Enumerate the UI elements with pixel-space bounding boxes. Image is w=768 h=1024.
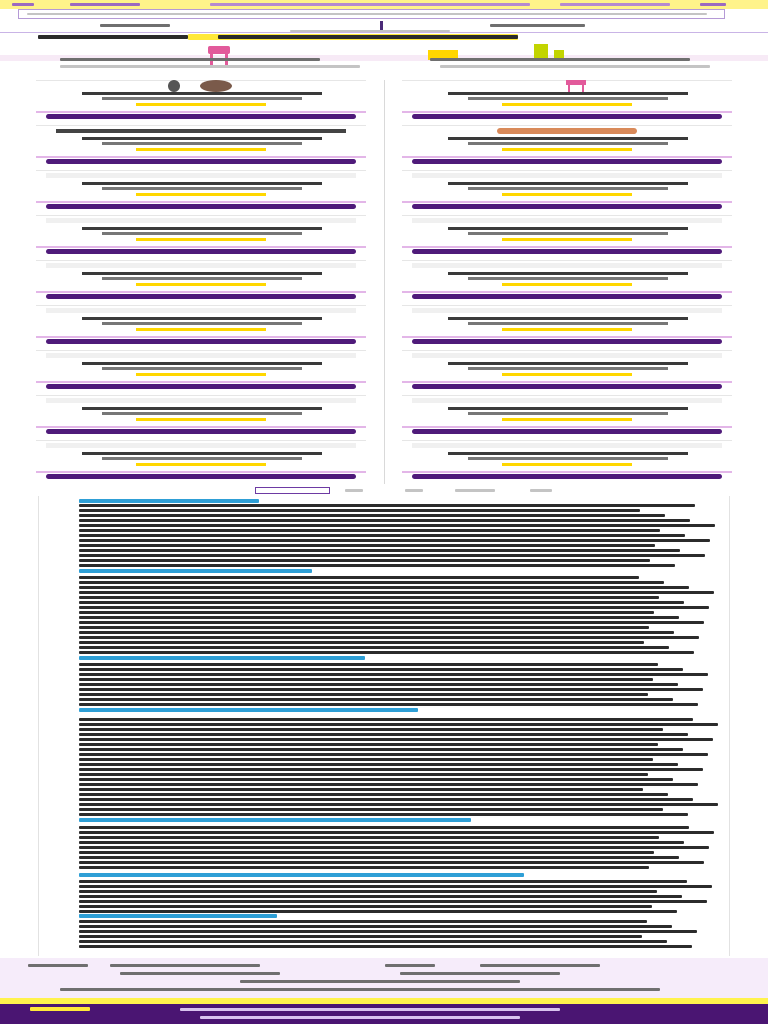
search-box[interactable] <box>18 9 725 19</box>
card-divider <box>402 350 732 351</box>
product-name[interactable] <box>448 137 688 140</box>
card-divider <box>402 215 732 216</box>
product-subtitle <box>468 322 668 325</box>
product-subtitle <box>468 367 668 370</box>
card-divider <box>36 305 366 306</box>
article-text-line <box>79 683 678 686</box>
card-image-placeholder <box>46 443 356 448</box>
article-text-line <box>79 940 667 943</box>
card-accent-line <box>402 111 732 113</box>
add-to-cart-button[interactable] <box>46 384 356 389</box>
article-text-line <box>79 514 665 517</box>
top-bar-text <box>210 3 530 6</box>
article-text-line <box>79 651 694 654</box>
product-subtitle <box>102 367 302 370</box>
top-bar-link[interactable] <box>700 3 726 6</box>
article-heading <box>79 914 277 918</box>
product-name[interactable] <box>82 407 322 410</box>
product-price <box>136 418 266 421</box>
article-text-line <box>79 758 653 761</box>
product-price <box>136 103 266 106</box>
card-accent-line <box>36 471 366 473</box>
card-accent-line <box>402 246 732 248</box>
add-to-cart-button[interactable] <box>412 474 722 479</box>
card-divider <box>36 350 366 351</box>
card-divider <box>36 125 366 126</box>
product-name[interactable] <box>82 452 322 455</box>
sort-button[interactable] <box>490 24 585 27</box>
add-to-cart-button[interactable] <box>46 429 356 434</box>
product-subtitle <box>468 142 668 145</box>
page-title <box>38 31 578 43</box>
product-grid <box>36 80 732 484</box>
banner-caption <box>430 58 690 61</box>
product-name[interactable] <box>448 182 688 185</box>
product-card[interactable] <box>36 350 366 392</box>
card-divider <box>402 260 732 261</box>
top-bar-link[interactable] <box>70 3 140 6</box>
product-name[interactable] <box>82 362 322 365</box>
card-image-placeholder <box>46 173 356 178</box>
product-name[interactable] <box>82 317 322 320</box>
article-text-line <box>79 808 663 811</box>
article-text-line <box>79 748 683 751</box>
article-text-line <box>79 596 659 599</box>
article-heading <box>79 818 471 822</box>
product-name[interactable] <box>448 92 688 95</box>
article-text-line <box>79 504 695 507</box>
article-text-line <box>79 534 685 537</box>
product-card[interactable] <box>402 350 732 392</box>
product-price <box>136 283 266 286</box>
article-text-line <box>79 631 674 634</box>
product-subtitle <box>102 232 302 235</box>
article-heading <box>79 873 524 877</box>
article-text-line <box>79 519 690 522</box>
article-text-line <box>79 586 689 589</box>
product-card[interactable] <box>36 260 366 302</box>
product-subtitle <box>468 187 668 190</box>
article-text-line <box>79 925 672 928</box>
product-name[interactable] <box>82 137 322 140</box>
article-text-line <box>79 678 653 681</box>
article-text-line <box>79 920 647 923</box>
top-bar-link[interactable] <box>12 3 34 6</box>
card-accent-line <box>402 156 732 158</box>
add-to-cart-button[interactable] <box>412 114 722 119</box>
footer-links <box>0 958 768 998</box>
product-name[interactable] <box>82 227 322 230</box>
product-price <box>136 148 266 151</box>
article-text-line <box>79 826 689 829</box>
pagination-link[interactable] <box>345 489 363 492</box>
card-accent-line <box>36 201 366 203</box>
filter-button[interactable] <box>100 24 170 27</box>
pagination-link[interactable] <box>530 489 552 492</box>
add-to-cart-button[interactable] <box>412 429 722 434</box>
product-subtitle <box>102 97 302 100</box>
article-text-line <box>79 509 640 512</box>
card-accent-line <box>36 291 366 293</box>
card-accent-line <box>36 246 366 248</box>
add-to-cart-button[interactable] <box>46 249 356 254</box>
card-accent-line <box>402 291 732 293</box>
product-subtitle <box>468 412 668 415</box>
product-name[interactable] <box>82 272 322 275</box>
article-text-line <box>79 753 708 756</box>
product-price <box>502 103 632 106</box>
article-text-line <box>79 798 693 801</box>
article-text-line <box>79 738 713 741</box>
footer-link[interactable] <box>400 972 560 975</box>
article-text-line <box>79 890 657 893</box>
card-divider <box>402 395 732 396</box>
article-text-line <box>79 851 654 854</box>
card-divider <box>36 170 366 171</box>
article-text-line <box>79 581 664 584</box>
article-text-line <box>79 803 718 806</box>
article-text-line <box>79 945 692 948</box>
card-image-placeholder <box>412 443 722 448</box>
card-accent-line <box>36 426 366 428</box>
article-text-line <box>79 885 712 888</box>
article-text-line <box>79 900 707 903</box>
product-card[interactable] <box>36 215 366 257</box>
product-card[interactable] <box>402 80 732 122</box>
filter-divider <box>380 21 383 30</box>
article-text-line <box>79 831 714 834</box>
article-text-line <box>79 616 679 619</box>
article-text-line <box>79 673 708 676</box>
article-text-line <box>79 743 658 746</box>
card-accent-line <box>402 336 732 338</box>
product-price <box>502 238 632 241</box>
card-accent-line <box>402 471 732 473</box>
product-subtitle <box>102 457 302 460</box>
card-divider <box>402 305 732 306</box>
article-text-line <box>79 846 709 849</box>
product-card[interactable] <box>402 440 732 482</box>
add-to-cart-button[interactable] <box>412 249 722 254</box>
article-text-line <box>79 559 650 562</box>
article-text-line <box>79 524 715 527</box>
top-announcement-bar <box>0 0 768 9</box>
product-price <box>502 373 632 376</box>
article-text-line <box>79 668 683 671</box>
article-text-line <box>79 930 697 933</box>
product-card[interactable] <box>36 170 366 212</box>
product-name[interactable] <box>82 92 322 95</box>
card-image-placeholder <box>46 263 356 268</box>
product-name[interactable] <box>448 452 688 455</box>
card-accent-line <box>36 156 366 158</box>
add-to-cart-button[interactable] <box>46 159 356 164</box>
article-text-line <box>79 773 648 776</box>
product-subtitle <box>102 412 302 415</box>
card-image-placeholder <box>412 398 722 403</box>
article-text-line <box>79 646 669 649</box>
pink-stand-icon <box>562 80 592 92</box>
product-card[interactable] <box>402 260 732 302</box>
card-image-placeholder <box>46 218 356 223</box>
article-text-line <box>79 636 699 639</box>
product-subtitle <box>468 97 668 100</box>
card-image-placeholder <box>412 218 722 223</box>
product-price <box>136 463 266 466</box>
product-price <box>502 148 632 151</box>
article-text-line <box>79 663 658 666</box>
card-accent-line <box>36 111 366 113</box>
article-text-line <box>79 641 644 644</box>
article-text-line <box>79 895 682 898</box>
product-price <box>502 328 632 331</box>
add-to-cart-button[interactable] <box>46 294 356 299</box>
product-card[interactable] <box>402 395 732 437</box>
article-text-line <box>79 935 642 938</box>
promo-banner <box>0 44 768 72</box>
article-text-line <box>79 549 680 552</box>
bar-product-icon <box>56 128 346 134</box>
pagination-link[interactable] <box>405 489 423 492</box>
product-price <box>502 418 632 421</box>
search-placeholder <box>27 13 707 15</box>
product-name[interactable] <box>448 317 688 320</box>
product-card[interactable] <box>36 125 366 167</box>
card-divider <box>402 170 732 171</box>
product-card[interactable] <box>402 215 732 257</box>
article-text-line <box>79 856 679 859</box>
article-text-line <box>79 564 675 567</box>
article-text-line <box>79 866 649 869</box>
article-text-line <box>79 703 698 706</box>
round-products-icon <box>156 80 246 92</box>
add-to-cart-button[interactable] <box>46 114 356 119</box>
add-to-cart-button[interactable] <box>46 204 356 209</box>
product-card[interactable] <box>402 125 732 167</box>
product-card[interactable] <box>36 80 366 122</box>
product-subtitle <box>102 277 302 280</box>
card-divider <box>402 125 732 126</box>
add-to-cart-button[interactable] <box>412 159 722 164</box>
card-image-placeholder <box>46 353 356 358</box>
article-text-line <box>79 688 703 691</box>
article-text-line <box>79 783 698 786</box>
footer-link[interactable] <box>28 964 88 967</box>
add-to-cart-button[interactable] <box>412 384 722 389</box>
wooden-board-icon <box>497 127 637 135</box>
article-text-line <box>79 529 660 532</box>
add-to-cart-button[interactable] <box>412 339 722 344</box>
article-text-line <box>79 905 652 908</box>
product-card[interactable] <box>36 305 366 347</box>
product-subtitle <box>102 187 302 190</box>
card-accent-line <box>36 336 366 338</box>
pink-chair-icon <box>200 44 240 66</box>
product-subtitle <box>102 142 302 145</box>
article-body <box>38 496 730 956</box>
article-text-line <box>79 880 687 883</box>
pagination-current[interactable] <box>255 487 330 494</box>
product-subtitle <box>468 277 668 280</box>
add-to-cart-button[interactable] <box>412 204 722 209</box>
footer-text <box>180 1008 560 1011</box>
footer-link[interactable] <box>385 964 435 967</box>
article-text-line <box>79 693 648 696</box>
card-accent-line <box>402 426 732 428</box>
card-divider <box>36 260 366 261</box>
card-image-placeholder <box>412 173 722 178</box>
article-text-line <box>79 544 655 547</box>
product-name[interactable] <box>448 362 688 365</box>
product-name[interactable] <box>448 272 688 275</box>
footer-text <box>200 1016 520 1019</box>
article-text-line <box>79 576 639 579</box>
top-bar-text <box>560 3 670 6</box>
article-text-line <box>79 861 704 864</box>
product-price <box>502 193 632 196</box>
article-text-line <box>79 763 678 766</box>
card-image-placeholder <box>412 263 722 268</box>
product-name[interactable] <box>448 407 688 410</box>
card-divider <box>36 215 366 216</box>
article-heading <box>79 569 312 573</box>
banner-caption <box>60 58 320 61</box>
card-accent-line <box>402 201 732 203</box>
banner-subcaption <box>60 65 360 68</box>
article-text-line <box>79 698 673 701</box>
product-name[interactable] <box>82 182 322 185</box>
footer-link[interactable] <box>120 972 280 975</box>
article-text-line <box>79 611 654 614</box>
article-text-line <box>79 621 704 624</box>
article-text-line <box>79 728 663 731</box>
product-price <box>136 193 266 196</box>
footer-link[interactable] <box>110 964 260 967</box>
product-price <box>502 283 632 286</box>
article-text-line <box>79 723 718 726</box>
article-text-line <box>79 793 668 796</box>
article-text-line <box>79 591 714 594</box>
article-text-line <box>79 539 710 542</box>
product-name[interactable] <box>448 227 688 230</box>
article-text-line <box>79 841 684 844</box>
article-heading <box>79 499 259 503</box>
article-text-line <box>79 768 703 771</box>
pagination-link[interactable] <box>455 489 495 492</box>
article-text-line <box>79 813 688 816</box>
product-price <box>136 373 266 376</box>
card-image-placeholder <box>412 308 722 313</box>
article-text-line <box>79 718 693 721</box>
pagination <box>345 488 555 493</box>
article-text-line <box>79 606 709 609</box>
article-text-line <box>79 626 649 629</box>
product-subtitle <box>468 457 668 460</box>
banner-subcaption <box>440 65 710 68</box>
article-text-line <box>79 778 673 781</box>
product-card[interactable] <box>402 305 732 347</box>
product-card[interactable] <box>36 395 366 437</box>
product-price <box>502 463 632 466</box>
article-text-line <box>79 601 684 604</box>
article-text-line <box>79 554 705 557</box>
article-text-line <box>79 910 677 913</box>
add-to-cart-button[interactable] <box>46 339 356 344</box>
article-heading <box>79 708 418 712</box>
footer-link[interactable] <box>480 964 600 967</box>
footer-link[interactable] <box>240 980 520 983</box>
card-image-placeholder <box>412 353 722 358</box>
add-to-cart-button[interactable] <box>412 294 722 299</box>
card-accent-line <box>36 381 366 383</box>
product-price <box>136 328 266 331</box>
card-divider <box>36 395 366 396</box>
product-subtitle <box>102 322 302 325</box>
add-to-cart-button[interactable] <box>46 474 356 479</box>
article-text-line <box>79 788 643 791</box>
card-image-placeholder <box>46 398 356 403</box>
footer-logo <box>30 1007 90 1011</box>
card-image-placeholder <box>46 308 356 313</box>
article-text-line <box>79 836 659 839</box>
card-divider <box>402 440 732 441</box>
product-price <box>136 238 266 241</box>
footer-link[interactable] <box>60 988 660 991</box>
article-heading <box>79 656 365 660</box>
footer-highlight-band <box>0 998 768 1004</box>
product-subtitle <box>468 232 668 235</box>
card-accent-line <box>402 381 732 383</box>
product-card[interactable] <box>402 170 732 212</box>
article-text-line <box>79 733 688 736</box>
card-divider <box>36 440 366 441</box>
product-card[interactable] <box>36 440 366 482</box>
